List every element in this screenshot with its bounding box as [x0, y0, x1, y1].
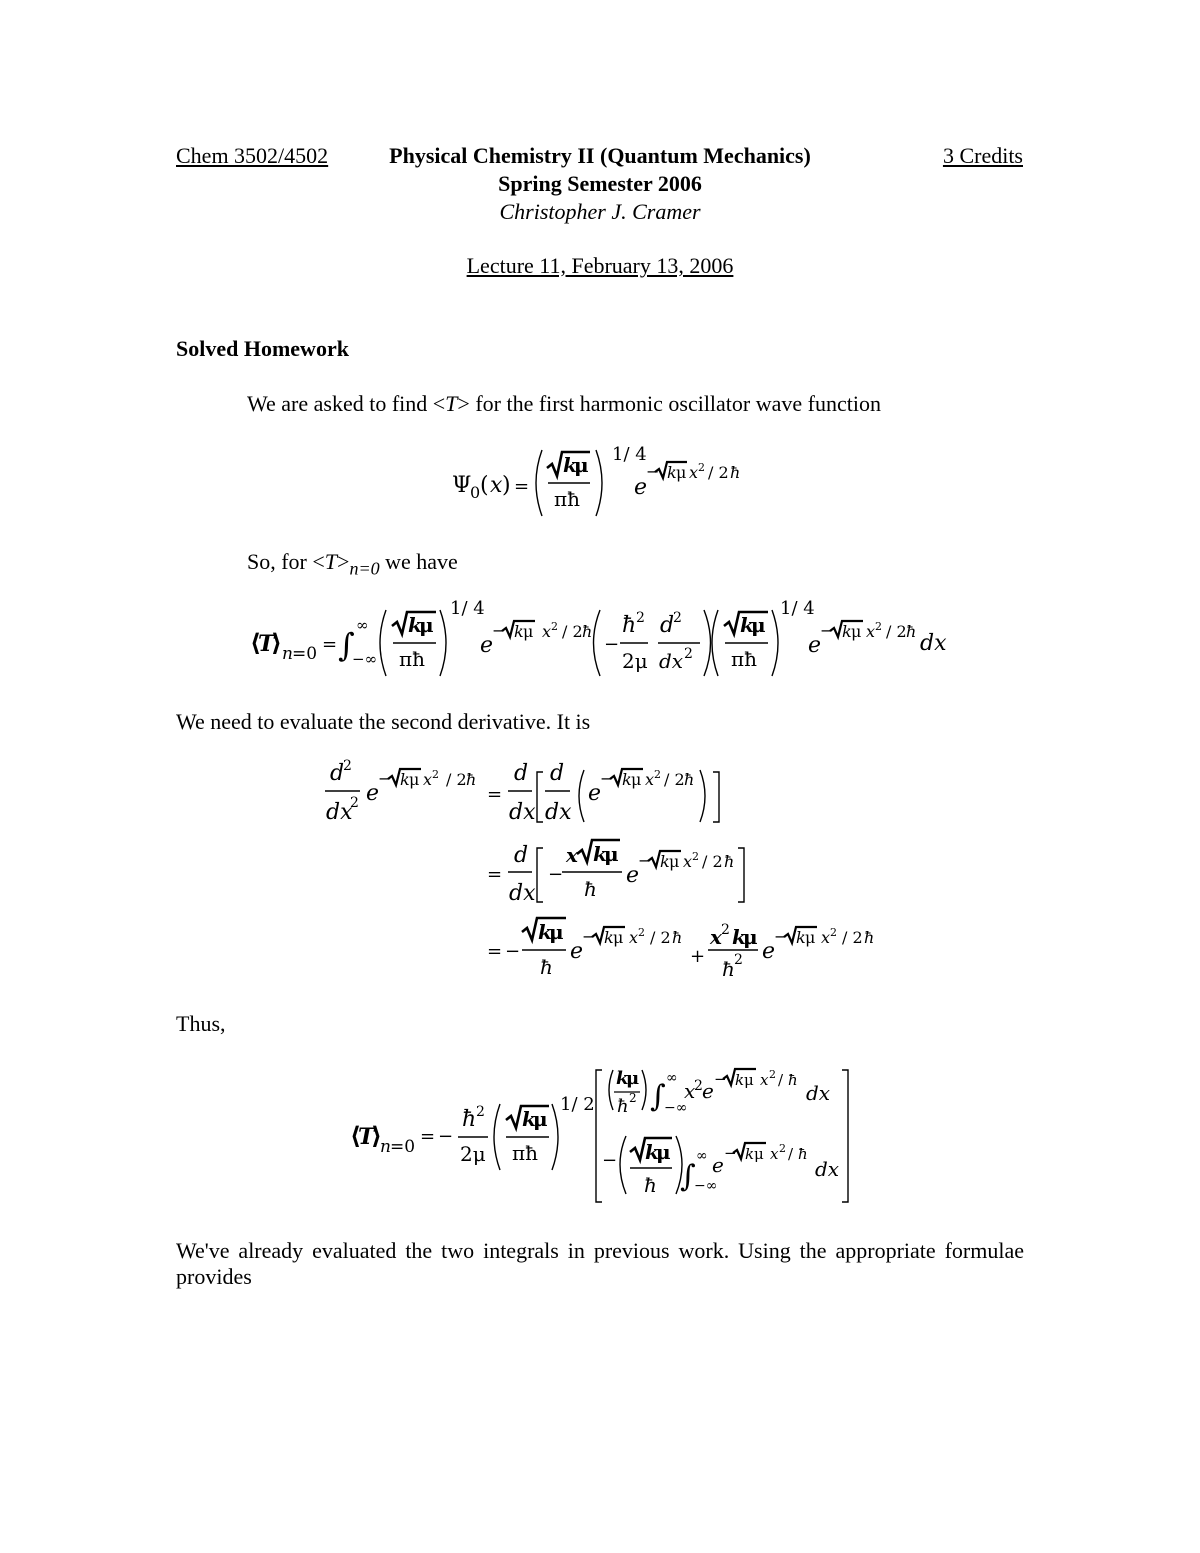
- svg-text:2μ: 2μ: [460, 1142, 486, 1166]
- svg-text:−: −: [714, 1070, 727, 1088]
- svg-text:−: −: [438, 1126, 454, 1147]
- svg-text:e: e: [634, 475, 648, 500]
- svg-text:∫: ∫: [338, 626, 355, 664]
- paragraph-so-for: So, for $<T>_{n=0}$ we have: [247, 549, 458, 579]
- svg-text:e: e: [712, 1153, 724, 1177]
- svg-text:ħ: ħ: [584, 877, 597, 901]
- svg-text:dx: dx: [659, 649, 684, 673]
- course-number: Chem 3502/4502: [176, 143, 329, 168]
- svg-text:−: −: [820, 621, 834, 640]
- svg-text:=: =: [487, 864, 503, 885]
- svg-text:x: x: [710, 925, 722, 949]
- svg-text:2: 2: [629, 1091, 637, 1105]
- svg-text:μ: μ: [676, 463, 687, 482]
- svg-text:ħ: ħ: [724, 852, 735, 871]
- svg-text:μ: μ: [743, 925, 758, 949]
- semester: Spring Semester 2006: [498, 171, 702, 196]
- section-heading: Solved Homework: [176, 336, 349, 361]
- svg-text:d: d: [514, 761, 529, 786]
- svg-text:ħ: ħ: [617, 1096, 629, 1117]
- svg-text:2: 2: [673, 610, 682, 626]
- paragraph-second-derivative: We need to evaluate the second derivative. It is: [176, 709, 591, 734]
- svg-text:2: 2: [476, 1104, 485, 1120]
- svg-text:−: −: [638, 851, 652, 870]
- svg-text:k: k: [660, 852, 670, 871]
- svg-text:x: x: [684, 1079, 696, 1103]
- svg-text:k: k: [522, 1107, 536, 1131]
- svg-text:e: e: [626, 863, 640, 888]
- svg-text:μ: μ: [613, 928, 624, 947]
- svg-text:−: −: [646, 462, 660, 481]
- svg-text:2: 2: [734, 952, 743, 968]
- svg-text:): ): [502, 473, 511, 498]
- svg-text:μ: μ: [669, 852, 680, 871]
- lecture-title: Lecture 11, February 13, 2006: [466, 253, 734, 278]
- svg-text:/ 2: / 2: [446, 770, 467, 789]
- svg-text:2: 2: [343, 758, 352, 774]
- svg-text:d: d: [550, 761, 565, 786]
- svg-text:0: 0: [470, 483, 481, 502]
- svg-text:/ 2: / 2: [842, 928, 863, 947]
- svg-text:ħ: ħ: [730, 463, 741, 482]
- svg-text:k: k: [842, 622, 852, 641]
- svg-text:k: k: [616, 1068, 629, 1089]
- svg-text:⟩: ⟩: [271, 628, 282, 657]
- svg-text:e: e: [702, 1079, 714, 1103]
- svg-text:k: k: [732, 925, 746, 949]
- svg-text:πħ: πħ: [399, 647, 426, 671]
- svg-text:k: k: [408, 613, 422, 637]
- svg-text:x: x: [770, 1145, 779, 1163]
- svg-text:⟩: ⟩: [371, 1121, 382, 1150]
- svg-text:ħ: ħ: [622, 613, 637, 638]
- svg-text:=: =: [487, 941, 503, 962]
- svg-text:T: T: [358, 1124, 375, 1150]
- svg-text:(: (: [480, 473, 489, 498]
- svg-text:ħ: ħ: [798, 1145, 808, 1163]
- svg-text:−: −: [600, 769, 614, 788]
- svg-text:k: k: [735, 1071, 745, 1089]
- paragraph-thus: Thus,: [176, 1011, 226, 1036]
- svg-text:dx: dx: [920, 631, 947, 656]
- svg-text:x: x: [760, 1071, 769, 1089]
- svg-text:d: d: [660, 613, 675, 638]
- svg-text:x: x: [821, 928, 831, 947]
- svg-text:x: x: [866, 622, 876, 641]
- svg-text:μ: μ: [409, 770, 420, 789]
- svg-text:μ: μ: [656, 1140, 671, 1164]
- svg-text:ħ: ħ: [466, 770, 477, 789]
- svg-text:k: k: [593, 842, 607, 866]
- svg-text:ħ: ħ: [684, 770, 695, 789]
- svg-text:−∞: −∞: [664, 1100, 688, 1116]
- svg-text:ħ: ħ: [906, 622, 917, 641]
- course-title: Physical Chemistry II (Quantum Mechanics): [389, 143, 811, 168]
- svg-text:dx: dx: [806, 1081, 831, 1105]
- svg-text:μ: μ: [744, 1071, 754, 1089]
- svg-text:/ 2: / 2: [650, 928, 671, 947]
- svg-text:dx: dx: [545, 800, 572, 825]
- svg-text:μ: μ: [533, 1107, 548, 1131]
- svg-text:μ: μ: [523, 622, 534, 641]
- equation-second-derivative: [325, 758, 874, 981]
- svg-text:k: k: [604, 928, 614, 947]
- svg-text:k: k: [645, 1140, 659, 1164]
- svg-text:−: −: [548, 864, 564, 885]
- svg-text:μ: μ: [751, 613, 766, 637]
- svg-text:μ: μ: [805, 928, 816, 947]
- svg-text:e: e: [480, 633, 494, 658]
- svg-text:πħ: πħ: [554, 487, 581, 511]
- svg-text:∞: ∞: [666, 1070, 678, 1086]
- svg-text:/ 2: / 2: [708, 463, 729, 482]
- svg-text:/ 2: / 2: [886, 622, 907, 641]
- svg-text:2: 2: [769, 1068, 776, 1081]
- svg-text:x: x: [683, 852, 693, 871]
- svg-text:k: k: [622, 770, 632, 789]
- svg-text:x: x: [566, 843, 578, 867]
- svg-text:2: 2: [694, 1078, 703, 1094]
- svg-text:k: k: [563, 453, 577, 477]
- svg-text:e: e: [808, 633, 822, 658]
- equation-kinetic-energy-integral: [250, 598, 947, 676]
- svg-text:+: +: [690, 946, 706, 967]
- svg-text:ħ: ħ: [672, 928, 683, 947]
- svg-text:dx: dx: [815, 1157, 840, 1181]
- svg-text:πħ: πħ: [731, 647, 758, 671]
- svg-text:x: x: [629, 928, 639, 947]
- svg-text:μ: μ: [604, 842, 619, 866]
- svg-text:2: 2: [721, 922, 730, 938]
- svg-text:=0: =0: [390, 1137, 416, 1157]
- svg-text:⟨: ⟨: [350, 1121, 361, 1150]
- svg-text:ħ: ħ: [722, 957, 735, 981]
- equation-wavefunction: [452, 444, 740, 516]
- svg-text:∞: ∞: [356, 616, 369, 634]
- svg-text:ħ: ħ: [582, 622, 593, 641]
- svg-text:ħ: ħ: [788, 1071, 798, 1089]
- paragraph-conclusion: We've already evaluated the two integrals in previous work. Using the appropriate formulae provides: [176, 1238, 1024, 1289]
- svg-text:k: k: [667, 463, 677, 482]
- svg-text:x: x: [542, 622, 552, 641]
- svg-text:=0: =0: [292, 644, 318, 664]
- svg-text:d: d: [330, 761, 345, 786]
- svg-text:2: 2: [654, 768, 661, 781]
- svg-text:x: x: [423, 770, 433, 789]
- svg-text:2: 2: [779, 1142, 786, 1155]
- svg-text:1/ 4: 1/ 4: [780, 598, 815, 619]
- svg-text:μ: μ: [631, 770, 642, 789]
- svg-text:/ 2: / 2: [664, 770, 685, 789]
- svg-text:2: 2: [350, 795, 359, 811]
- svg-text:ħ: ħ: [462, 1107, 477, 1132]
- svg-text:/: /: [788, 1145, 794, 1163]
- svg-text:e: e: [570, 939, 584, 964]
- svg-text:2: 2: [636, 610, 645, 626]
- svg-text:−: −: [378, 769, 392, 788]
- svg-text:Ψ: Ψ: [452, 473, 472, 498]
- svg-text:1/ 2: 1/ 2: [560, 1094, 595, 1115]
- svg-text:μ: μ: [419, 613, 434, 637]
- svg-text:2: 2: [692, 850, 699, 863]
- svg-text:=: =: [514, 476, 530, 497]
- svg-text:=: =: [420, 1126, 436, 1147]
- svg-text:/ 2: / 2: [702, 852, 723, 871]
- svg-text:n: n: [380, 1137, 391, 1157]
- svg-text:k: k: [538, 920, 552, 944]
- svg-text:2: 2: [698, 461, 705, 474]
- svg-text:−: −: [602, 1150, 618, 1171]
- svg-text:μ: μ: [851, 622, 862, 641]
- svg-text:d: d: [514, 843, 529, 868]
- author: Christopher J. Cramer: [499, 199, 701, 224]
- svg-text:x: x: [645, 770, 655, 789]
- svg-text:−∞: −∞: [694, 1178, 718, 1194]
- svg-text:e: e: [366, 781, 380, 806]
- svg-text:k: k: [514, 622, 524, 641]
- svg-text:⟨: ⟨: [250, 628, 261, 657]
- svg-text:=: =: [487, 784, 503, 805]
- svg-text:e: e: [762, 939, 776, 964]
- svg-text:μ: μ: [626, 1068, 640, 1089]
- svg-text:1/ 4: 1/ 4: [450, 598, 485, 619]
- svg-text:ħ: ħ: [540, 955, 553, 979]
- svg-text:k: k: [400, 770, 410, 789]
- svg-text:=: =: [322, 634, 338, 655]
- svg-text:∫: ∫: [680, 1159, 696, 1194]
- svg-text:−: −: [582, 927, 596, 946]
- svg-text:2: 2: [432, 768, 439, 781]
- svg-text:−: −: [492, 621, 506, 640]
- svg-text:/: /: [778, 1071, 784, 1089]
- svg-text:dx: dx: [509, 800, 536, 825]
- svg-text:ħ: ħ: [864, 928, 875, 947]
- svg-text:dx: dx: [509, 881, 536, 906]
- svg-text:∫: ∫: [650, 1079, 666, 1114]
- svg-text:−: −: [604, 634, 620, 655]
- svg-text:dx: dx: [326, 800, 353, 825]
- svg-text:∞: ∞: [696, 1148, 708, 1164]
- svg-text:2μ: 2μ: [622, 649, 648, 673]
- course-credits: 3 Credits: [942, 143, 1023, 168]
- svg-text:k: k: [745, 1145, 755, 1163]
- svg-text:−: −: [724, 1144, 737, 1162]
- svg-text:−: −: [505, 941, 521, 962]
- svg-text:1/ 4: 1/ 4: [612, 444, 647, 465]
- svg-text:/ 2: / 2: [562, 622, 583, 641]
- svg-text:e: e: [588, 781, 602, 806]
- svg-text:μ: μ: [549, 920, 564, 944]
- svg-text:T: T: [258, 631, 275, 657]
- svg-text:x: x: [490, 473, 503, 498]
- svg-text:2: 2: [551, 620, 558, 633]
- svg-text:k: k: [740, 613, 754, 637]
- equation-kinetic-energy-result: [350, 1068, 848, 1202]
- svg-text:−∞: −∞: [352, 650, 378, 668]
- svg-text:2: 2: [830, 926, 837, 939]
- svg-text:−: −: [774, 927, 788, 946]
- svg-text:2: 2: [875, 620, 882, 633]
- svg-text:k: k: [796, 928, 806, 947]
- svg-text:x: x: [689, 463, 699, 482]
- svg-text:μ: μ: [574, 453, 589, 477]
- svg-text:2: 2: [638, 926, 645, 939]
- paragraph-intro: We are asked to find <T> for the first harmonic oscillator wave function: [247, 391, 881, 416]
- svg-text:n: n: [282, 644, 293, 664]
- svg-text:ħ: ħ: [644, 1173, 657, 1197]
- svg-text:πħ: πħ: [512, 1141, 539, 1165]
- svg-text:μ: μ: [754, 1145, 764, 1163]
- svg-text:2: 2: [684, 646, 693, 662]
